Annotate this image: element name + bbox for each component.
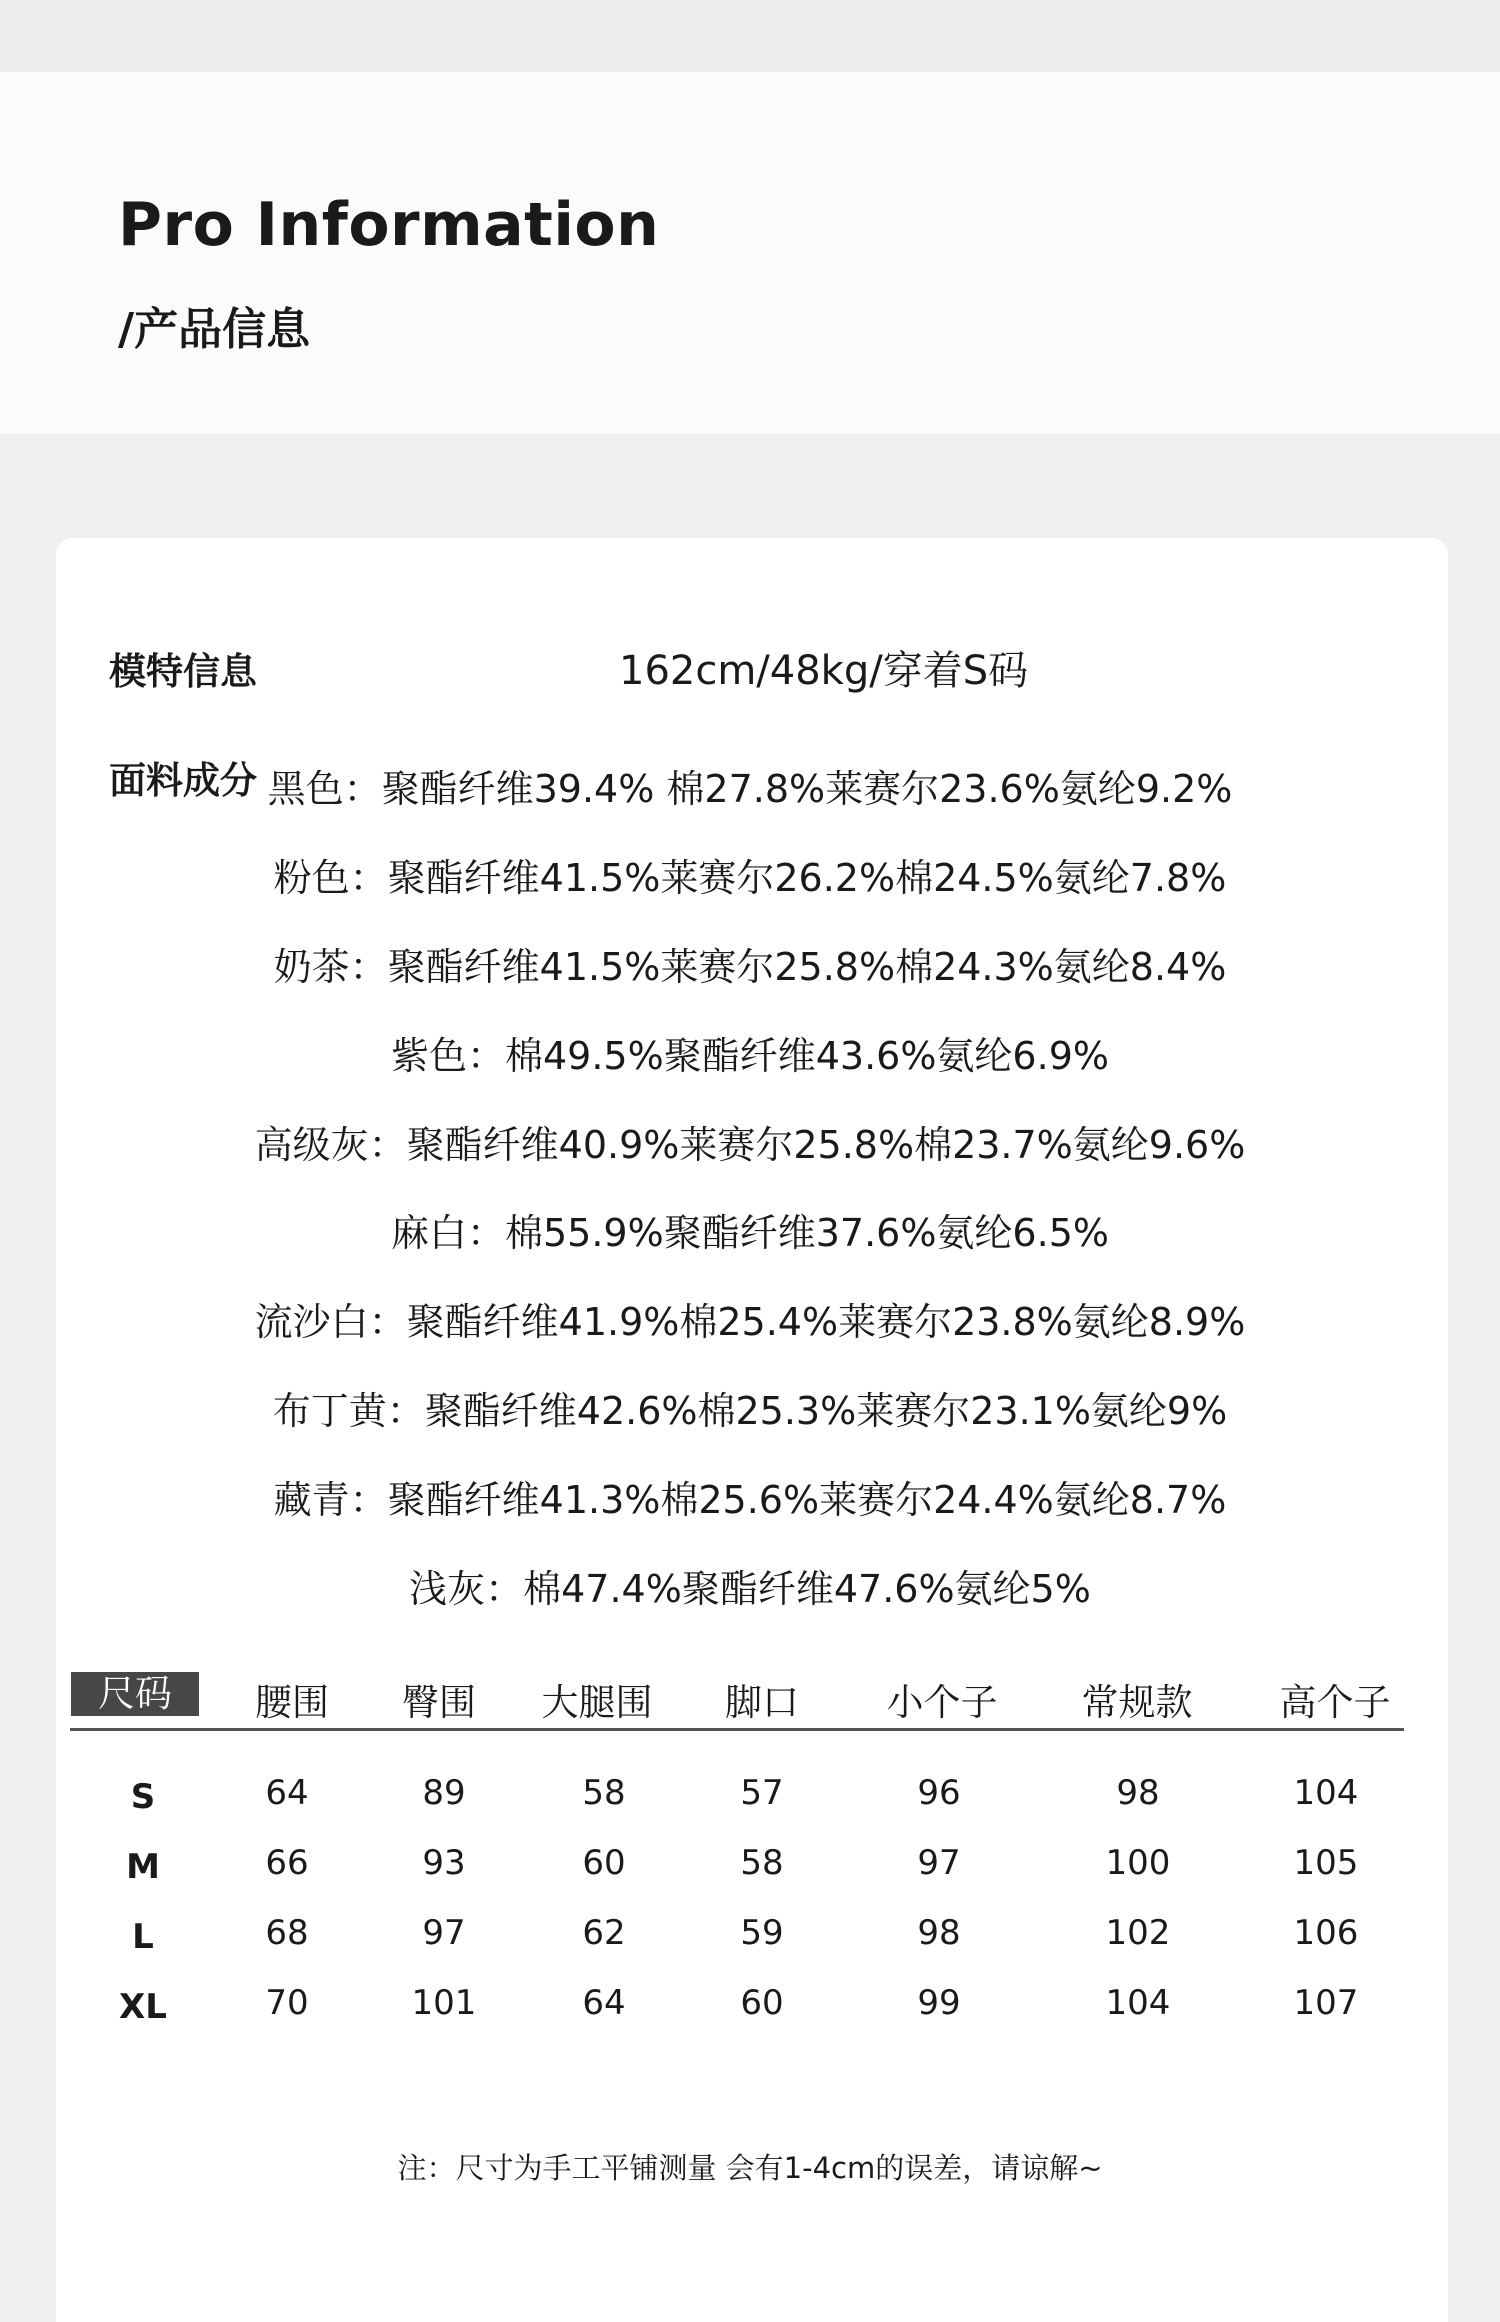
table-cell: 89 — [422, 1773, 466, 1813]
size-header-tall: 高个子 — [1279, 1681, 1391, 1724]
table-cell: 60 — [740, 1983, 784, 2023]
table-cell: 96 — [917, 1773, 961, 1813]
table-cell: 62 — [582, 1913, 626, 1953]
table-cell: S — [130, 1777, 156, 1817]
table-cell: 102 — [1105, 1913, 1171, 1953]
table-cell: 64 — [582, 1983, 626, 2023]
table-cell: L — [132, 1917, 154, 1957]
size-header-petite: 小个子 — [886, 1681, 998, 1724]
table-cell: 100 — [1105, 1843, 1171, 1883]
model-info-value: 162cm/48kg/穿着S码 — [619, 648, 1029, 694]
table-cell: 98 — [1116, 1773, 1160, 1813]
size-header-size: 尺码 — [71, 1672, 199, 1716]
table-cell: 58 — [740, 1843, 784, 1883]
model-info-label: 模特信息 — [109, 650, 257, 693]
fabric-line-milk-tea: 奶茶：聚酯纤维41.5%莱赛尔25.8%棉24.3%氨纶8.4% — [273, 945, 1227, 989]
table-cell: XL — [119, 1987, 167, 2027]
table-cell: 70 — [265, 1983, 309, 2023]
table-cell: 60 — [582, 1843, 626, 1883]
size-header-waist: 腰围 — [255, 1681, 329, 1724]
table-cell: 105 — [1293, 1843, 1359, 1883]
table-cell: 64 — [265, 1773, 309, 1813]
table-cell: 58 — [582, 1773, 626, 1813]
table-cell: 66 — [265, 1843, 309, 1883]
table-cell: 107 — [1293, 1983, 1359, 2023]
size-header-regular: 常规款 — [1081, 1681, 1193, 1724]
page-title: Pro Information — [118, 190, 660, 260]
fabric-line-black: 黑色：聚酯纤维39.4% 棉27.8%莱赛尔23.6%氨纶9.2% — [267, 767, 1233, 811]
table-cell: 59 — [740, 1913, 784, 1953]
fabric-line-sand-white: 流沙白：聚酯纤维41.9%棉25.4%莱赛尔23.8%氨纶8.9% — [254, 1300, 1246, 1344]
size-header-hip: 臀围 — [402, 1681, 476, 1724]
table-cell: 68 — [265, 1913, 309, 1953]
measurement-note: 注：尺寸为手工平铺测量 会有1-4cm的误差，请谅解~ — [397, 2151, 1103, 2185]
table-cell: 93 — [422, 1843, 466, 1883]
fabric-line-linen-white: 麻白：棉55.9%聚酯纤维37.6%氨纶6.5% — [391, 1211, 1109, 1255]
fabric-line-premium-grey: 高级灰：聚酯纤维40.9%莱赛尔25.8%棉23.7%氨纶9.6% — [254, 1123, 1246, 1167]
table-cell: 104 — [1105, 1983, 1171, 2023]
fabric-line-pink: 粉色：聚酯纤维41.5%莱赛尔26.2%棉24.5%氨纶7.8% — [273, 856, 1227, 900]
table-cell: 104 — [1293, 1773, 1359, 1813]
table-cell: 101 — [411, 1983, 477, 2023]
size-header-thigh: 大腿围 — [541, 1681, 653, 1724]
table-cell: 97 — [917, 1843, 961, 1883]
fabric-line-purple: 紫色：棉49.5%聚酯纤维43.6%氨纶6.9% — [391, 1034, 1109, 1078]
table-cell: 98 — [917, 1913, 961, 1953]
fabric-line-pudding-yellow: 布丁黄：聚酯纤维42.6%棉25.3%莱赛尔23.1%氨纶9% — [272, 1389, 1228, 1433]
fabric-line-light-grey: 浅灰：棉47.4%聚酯纤维47.6%氨纶5% — [409, 1567, 1091, 1611]
page-subtitle: /产品信息 — [118, 304, 311, 355]
table-cell: 57 — [740, 1773, 784, 1813]
table-cell: 99 — [917, 1983, 961, 2023]
size-table-divider — [70, 1728, 1404, 1731]
fabric-label: 面料成分 — [109, 759, 257, 802]
top-strip — [0, 0, 1500, 72]
table-cell: 106 — [1293, 1913, 1359, 1953]
size-header-hem: 脚口 — [725, 1681, 799, 1724]
table-cell: M — [126, 1847, 160, 1887]
fabric-line-navy: 藏青：聚酯纤维41.3%棉25.6%莱赛尔24.4%氨纶8.7% — [273, 1478, 1227, 1522]
table-cell: 97 — [422, 1913, 466, 1953]
